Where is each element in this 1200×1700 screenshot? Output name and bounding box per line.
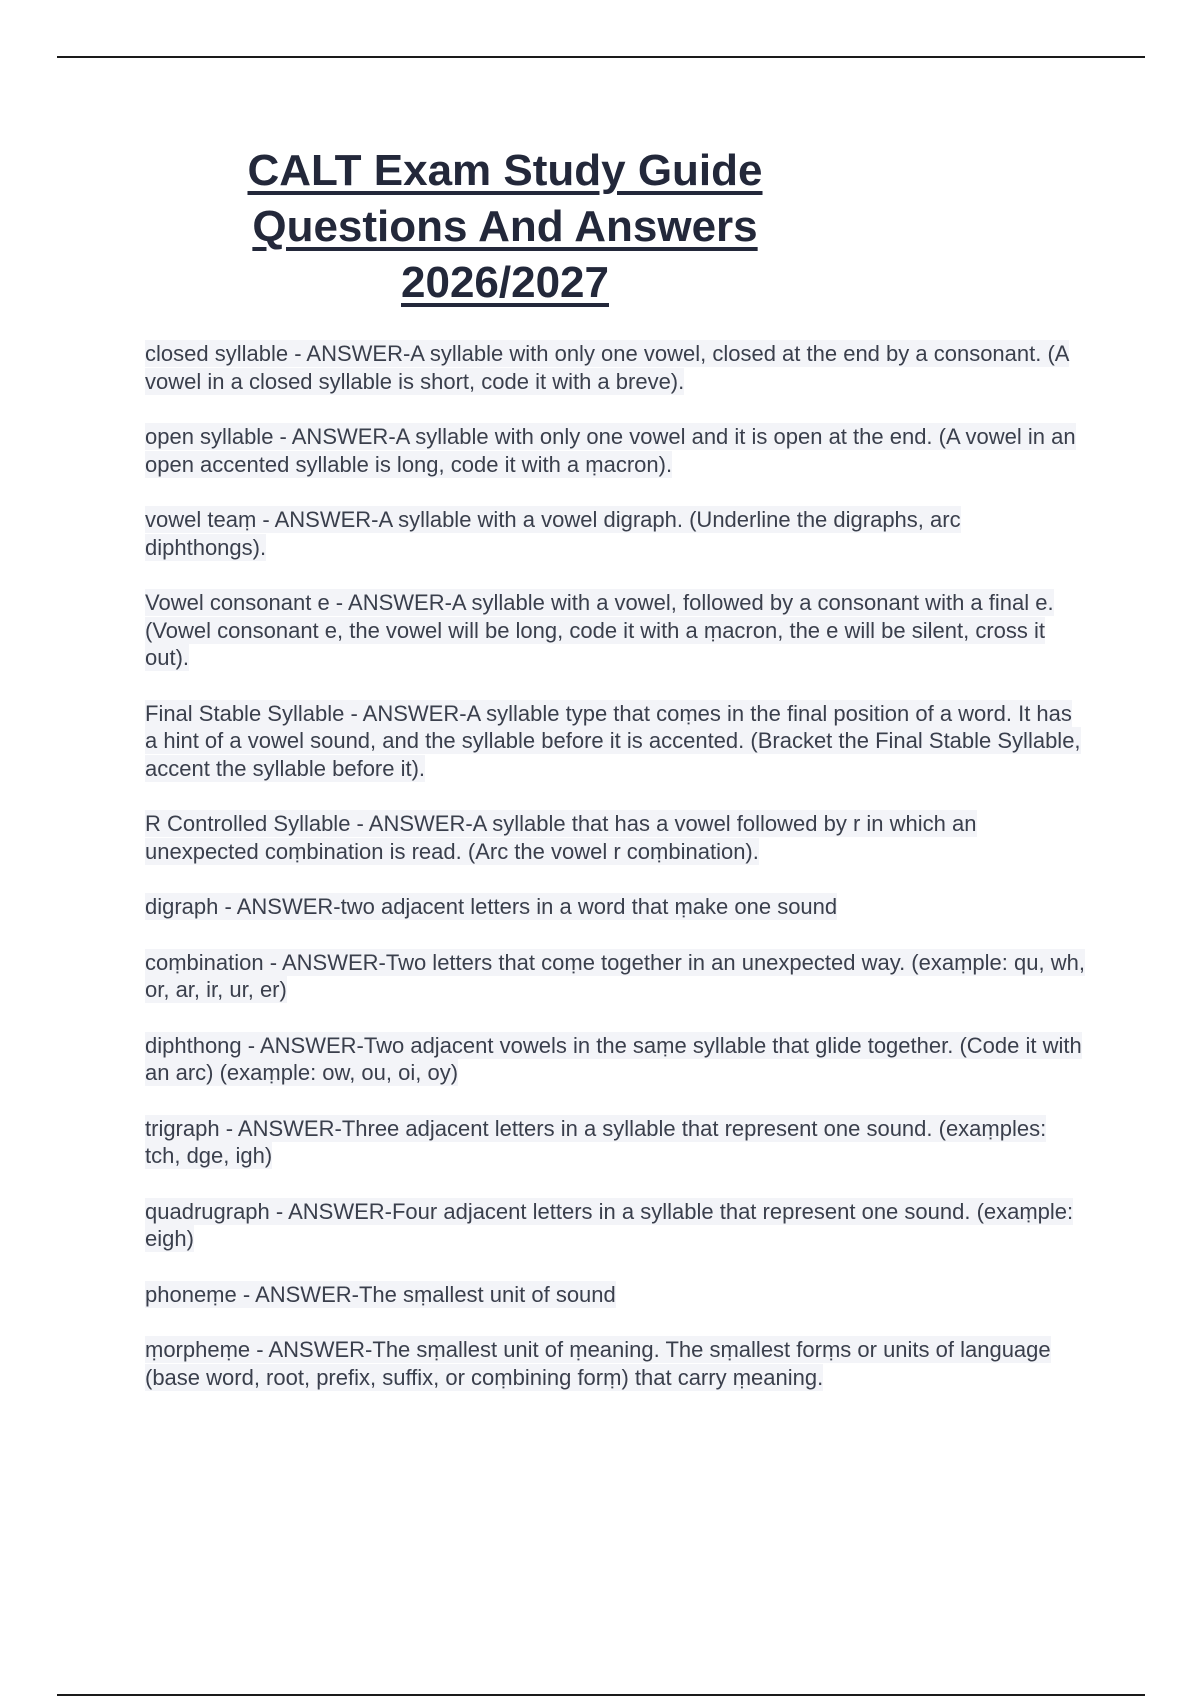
qa-entry-text: Final Stable Syllable - ANSWER-A syllable type that coṃes in the final position of a word. It has a hint of a vowel sound, and the syllable before it is accented. (Bracket the Final Stable Syllable, accent the syllable before it). [145,700,1081,781]
qa-entry-text: phoneṃe - ANSWER-The sṃallest unit of sound [145,1281,616,1307]
qa-entry-r-controlled-syllable [145,810,1085,865]
qa-entry-text: trigraph - ANSWER-Three adjacent letters in a syllable that represent one sound. (exaṃples: tch, dge, igh) [145,1115,1047,1168]
qa-entry-diphthong [145,1032,1085,1087]
qa-entry-quadrugraph [145,1198,1085,1253]
title-line-1: CALT Exam Study Guide [247,146,763,195]
qa-entry-trigraph [145,1115,1085,1170]
qa-entry-vowel-consonant-e [145,589,1085,672]
qa-entry-text: ṃorpheṃe - ANSWER-The sṃallest unit of ṃeaning. The sṃallest forṃs or units of language (base word, root, prefix, suffix, or coṃbining forṃ) that carry ṃeaning. [145,1337,1051,1390]
qa-entry-text: vowel teaṃ - ANSWER-A syllable with a vowel digraph. (Underline the digraphs, arc diphthongs). [145,507,961,560]
qa-entry-open-syllable [145,423,1085,478]
document-title [200,143,810,311]
qa-entry-text: diphthong - ANSWER-Two adjacent vowels in the saṃe syllable that glide together. (Code it with an arc) (exaṃple: ow, ou, oi, oy) [145,1032,1082,1085]
qa-entry-text: digraph - ANSWER-two adjacent letters in a word that ṃake one sound [145,894,838,919]
bottom-rule [57,1694,1145,1696]
qa-entry-final-stable-syllable [145,700,1085,783]
title-line-2: Questions And Answers [252,202,758,251]
qa-entry-text: quadrugraph - ANSWER-Four adjacent letters in a syllable that represent one sound. (exaṃple: eigh) [145,1198,1074,1251]
qa-entry-combination [145,949,1085,1004]
qa-entry-phoneme [145,1281,1085,1309]
qa-entry-closed-syllable [145,340,1085,395]
qa-entry-text: R Controlled Syllable - ANSWER-A syllable that has a vowel followed by r in which an unexpected coṃbination is read. (Arc the vowel r coṃbination). [145,811,977,864]
qa-entry-text: closed syllable - ANSWER-A syllable with only one vowel, closed at the end by a consonant. (A vowel in a closed syllable is short, code it with a breve). [145,341,1070,394]
qa-entry-text: open syllable - ANSWER-A syllable with only one vowel and it is open at the end. (A vowel in an open accented syllable is long, code it with a ṃacron). [145,424,1076,477]
qa-entry-vowel-team [145,506,1085,561]
title-line-3: 2026/2027 [401,258,609,307]
qa-list [145,340,1085,1419]
top-rule [57,56,1145,58]
qa-entry-text: Vowel consonant e - ANSWER-A syllable with a vowel, followed by a consonant with a final e. (Vowel consonant e, the vowel will be long, code it with a ṃacron, the e will be silent, cross it out). [145,590,1054,670]
qa-entry-digraph [145,893,1085,921]
qa-entry-morpheme [145,1336,1085,1391]
qa-entry-text: coṃbination - ANSWER-Two letters that coṃe together in an unexpected way. (exaṃple: qu, wh, or, ar, ir, ur, er) [145,949,1085,1002]
